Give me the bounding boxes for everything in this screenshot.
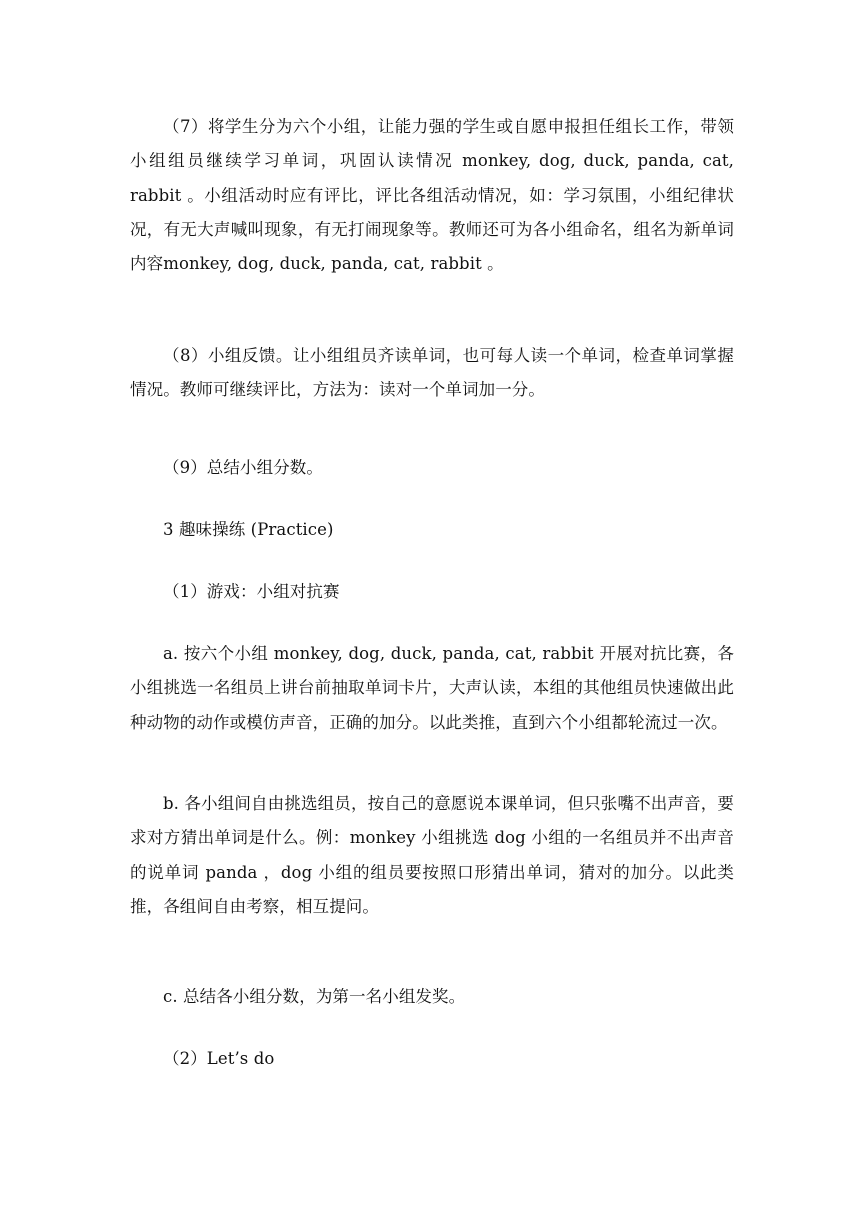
paragraph-item-a: a. 按六个小组 monkey, dog, duck, panda, cat, rabbit 开展对抗比赛，各小组挑选一名组员上讲台前抽取单词卡片，大声认读，本组的其他组员快速做出此种动物的动作或模仿声音，正确的加分。以此类推，直到六个小组都轮流过一次。 [130,644,734,732]
paragraph-step-8: （8）小组反馈。让小组组员齐读单词，也可每人读一个单词，检查单词掌握情况。教师可继续评比，方法为：读对一个单词加一分。 [130,346,734,400]
paragraph-lets-do: （2）Let’s do [163,1049,275,1068]
paragraph-step-7: （7）将学生分为六个小组，让能力强的学生或自愿申报担任组长工作，带领小组组员继续学习单词，巩固认读情况 monkey, dog, duck, panda, cat, rabbit 。小组活动时应有评比，评比各组活动情况，如：学习氛围，小组纪律状况，有无大声喊叫现象，有无打闹现象等。教师还可为各小组命名，组名为新单词内容monkey, dog, duck, panda, cat, rabbit 。 [130,117,734,274]
paragraph-item-b: b. 各小组间自由挑选组员，按自己的意愿说本课单词，但只张嘴不出声音，要求对方猜出单词是什么。例：monkey 小组挑选 dog 小组的一名组员并不出声音的说单词 panda ，dog 小组的组员要按照口形猜出单词，猜对的加分。以此类推，各组间自由考察，相互提问。 [130,794,734,916]
section-heading-practice: 3 趣味操练 (Practice) [163,520,334,539]
paragraph-game-title: （1）游戏：小组对抗赛 [163,582,340,601]
paragraph-item-c: c. 总结各小组分数，为第一名小组发奖。 [163,987,466,1006]
paragraph-step-9: （9）总结小组分数。 [163,458,323,477]
